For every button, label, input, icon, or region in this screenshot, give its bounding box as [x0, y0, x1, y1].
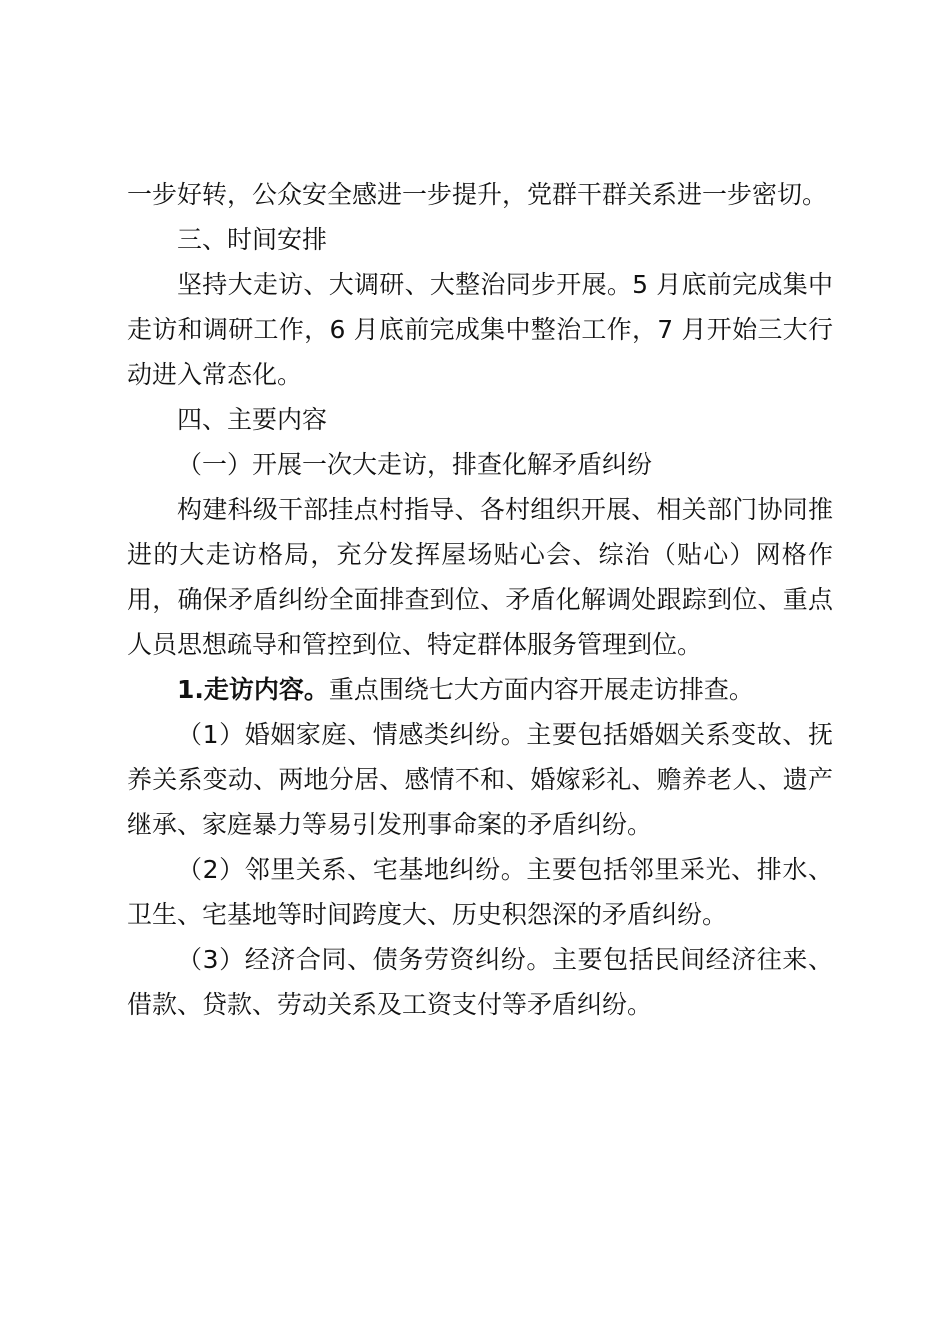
- list-item-neighbor-disputes: （2）邻里关系、宅基地纠纷。主要包括邻里采光、排水、卫生、宅基地等时间跨度大、历史积怨深的矛盾纠纷。: [127, 855, 833, 929]
- item-body-visit-content: 重点围绕七大方面内容开展走访排查。: [328, 675, 754, 704]
- document-page: [127, 172, 833, 1027]
- section-heading-main-content: 四、主要内容: [177, 405, 328, 434]
- list-item-economic-disputes: （3）经济合同、债务劳资纠纷。主要包括民间经济往来、借款、贷款、劳动关系及工资支付等矛盾纠纷。: [127, 945, 833, 1019]
- paragraph-continuation: 一步好转，公众安全感进一步提升，党群干群关系进一步密切。: [127, 180, 828, 209]
- paragraph-visit-content: [127, 667, 833, 712]
- list-item-marriage-disputes: （1）婚姻家庭、情感类纠纷。主要包括婚姻关系变故、抚养关系变动、两地分居、感情不和、婚嫁彩礼、赡养老人、遗产继承、家庭暴力等易引发刑事命案的矛盾纠纷。: [127, 720, 833, 839]
- paragraph-schedule: 坚持大走访、大调研、大整治同步开展。5 月底前完成集中走访和调研工作，6 月底前完成集中整治工作，7 月开始三大行动进入常态化。: [127, 270, 833, 389]
- item-heading-visit-content: 1.走访内容。: [177, 675, 329, 704]
- subsection-heading-visit: （一）开展一次大走访，排查化解矛盾纠纷: [177, 450, 653, 479]
- section-heading-schedule: 三、时间安排: [177, 225, 328, 254]
- paragraph-visit-structure: 构建科级干部挂点村指导、各村组织开展、相关部门协同推进的大走访格局，充分发挥屋场贴心会、综治（贴心）网格作用，确保矛盾纠纷全面排查到位、矛盾化解调处跟踪到位、重点人员思想疏导和管控到位、特定群体服务管理到位。: [127, 495, 833, 659]
